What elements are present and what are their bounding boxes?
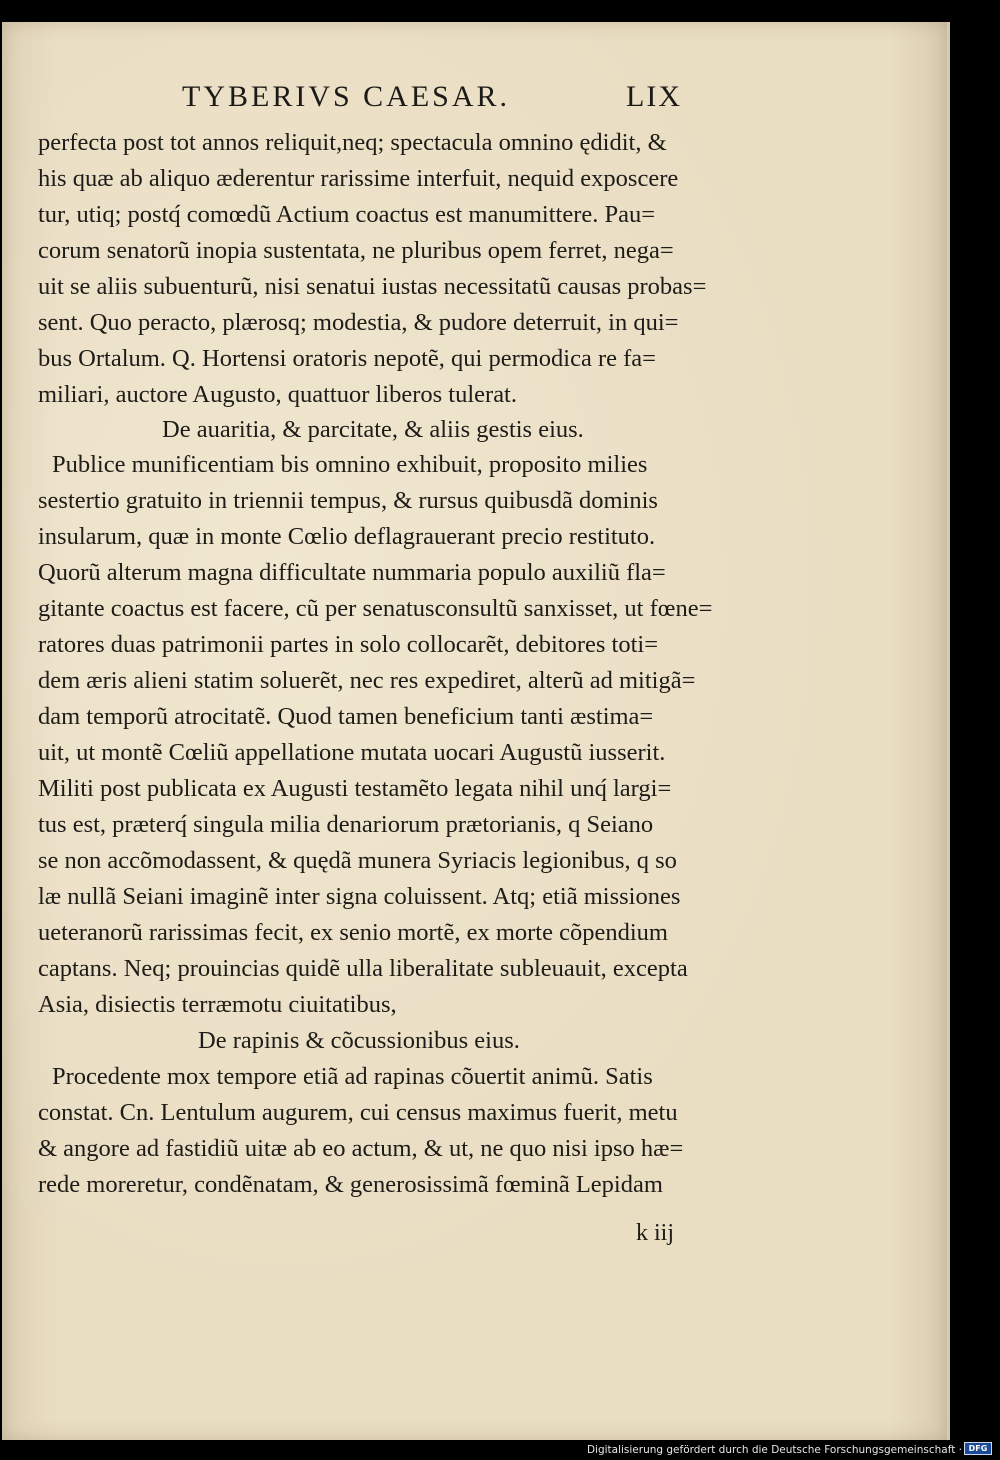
text-line: ueteranorũ rarissimas fecit, ex senio mortẽ, ex morte cõpendium — [38, 919, 668, 946]
section-heading: De rapinis & cõcussionibus eius. — [198, 1027, 520, 1054]
text-line: sestertio gratuito in triennii tempus, & rursus quibusdã dominis — [38, 487, 658, 514]
text-line: gitante coactus est facere, cũ per senatusconsultũ sanxisset, ut fœne= — [38, 595, 713, 622]
text-line: se non accõmodassent, & quędã munera Syriacis legionibus, q so — [38, 847, 677, 874]
text-line: uit se aliis subuenturũ, nisi senatui iustas necessitatũ causas probas= — [38, 273, 707, 300]
text-line: Asia, disiectis terræmotu ciuitatibus, — [38, 991, 397, 1018]
text-line: tus est, præterq́ singula milia denariorum prætorianis, q Seiano — [38, 811, 654, 838]
page-edge — [947, 22, 950, 1440]
text-line: Procedente mox tempore etiã ad rapinas cõuertit animũ. Satis — [52, 1063, 653, 1090]
text-line: corum senatorũ inopia sustentata, ne pluribus opem ferret, nega= — [38, 237, 674, 264]
digitization-credit: Digitalisierung gefördert durch die Deutsche Forschungsgemeinschaft · — [586, 1444, 962, 1456]
text-line: & angore ad fastidiũ uitæ ab eo actum, & ut, ne quo nisi ipso hæ= — [38, 1135, 684, 1162]
text-line: tur, utiq; postq́ comœdũ Actium coactus est manumittere. Pau= — [38, 201, 656, 228]
text-line: læ nullã Seiani imaginẽ inter signa coluissent. Atq; etiã missiones — [38, 883, 681, 910]
text-line: sent. Quo peracto, plærosq; modestia, & pudore deterruit, in qui= — [38, 309, 679, 336]
text-line: dem æris alieni statim soluerẽt, nec res expediret, alterũ ad mitigã= — [38, 667, 696, 694]
text-line: his quæ ab aliquo æderentur rarissime interfuit, nequid exposcere — [38, 165, 679, 192]
text-line: dam temporũ atrocitatẽ. Quod tamen beneficium tanti æstima= — [38, 703, 654, 730]
text-line: bus Ortalum. Q. Hortensi oratoris nepotẽ, qui permodica re fa= — [38, 345, 656, 372]
dfg-logo-icon: DFG — [964, 1442, 992, 1455]
folio-number: LIX — [626, 80, 682, 113]
text-line: rede moreretur, condẽnatam, & generosissimã fœminã Lepidam — [38, 1171, 663, 1198]
signature-mark: k iij — [636, 1220, 675, 1246]
text-line: ratores duas patrimonii partes in solo collocarẽt, debitores toti= — [38, 631, 659, 658]
text-line: miliari, auctore Augusto, quattuor liberos tulerat. — [38, 381, 517, 408]
section-heading: De auaritia, & parcitate, & aliis gestis eius. — [162, 416, 584, 443]
running-head: TYBERIVS CAESAR. — [182, 80, 511, 113]
text-line: uit, ut montẽ Cœliũ appellatione mutata uocari Augustũ iusserit. — [38, 739, 666, 766]
text-line: Publice munificentiam bis omnino exhibuit, proposito milies — [52, 451, 648, 478]
text-line: captans. Neq; prouincias quidẽ ulla liberalitate subleuauit, excepta — [38, 955, 688, 982]
text-line: Quorũ alterum magna difficultate nummaria populo auxiliũ fla= — [38, 559, 666, 586]
text-line: Militi post publicata ex Augusti testamẽto legata nihil unq́ largi= — [38, 775, 672, 802]
text-line: constat. Cn. Lentulum augurem, cui census maximus fuerit, metu — [38, 1099, 678, 1126]
text-line: perfecta post tot annos reliquit,neq; spectacula omnino ędidit, & — [38, 129, 667, 156]
text-line: insularum, quæ in monte Cœlio deflagrauerant precio restituto. — [38, 523, 656, 550]
book-page — [2, 22, 947, 1440]
